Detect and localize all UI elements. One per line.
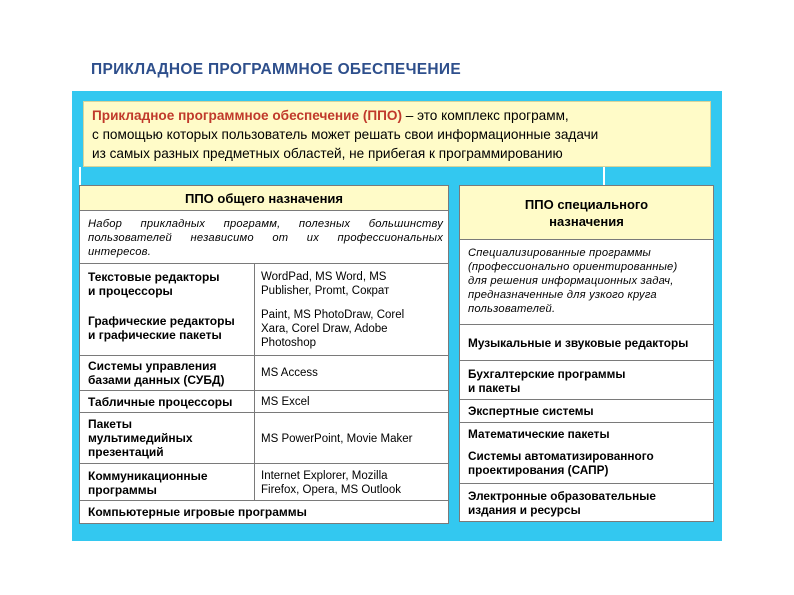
general-category-cell — [79, 263, 255, 356]
definition-line-1 — [92, 106, 702, 125]
category-label: издания и ресурсы — [468, 503, 581, 517]
special-category-cell — [459, 360, 714, 400]
category-label: Математические пакеты — [468, 427, 610, 441]
general-description-line: пользователей независимо от их профессиональных — [88, 232, 443, 244]
general-examples-cell — [254, 355, 449, 391]
connector-left-vertical — [79, 167, 81, 186]
page-title: ПРИКЛАДНОЕ ПРОГРАММНОЕ ОБЕСПЕЧЕНИЕ — [91, 61, 461, 78]
definition-term: Прикладное программное обеспечение (ППО) — [92, 108, 402, 123]
category-label: Музыкальные и звуковые редакторы — [468, 336, 689, 350]
general-purpose-description — [79, 210, 449, 264]
special-category-cell — [459, 399, 714, 423]
category-label: проектирования (САПР) — [468, 463, 609, 477]
general-description-line: Набор прикладных программ, полезных большинству — [88, 218, 443, 230]
category-label: и графические пакеты — [88, 328, 222, 342]
examples-text: MS Access — [261, 367, 318, 379]
examples-text: Paint, MS PhotoDraw, Corel — [261, 309, 405, 321]
general-category-cell — [79, 355, 255, 391]
general-examples-cell — [254, 463, 449, 501]
general-category-cell — [79, 412, 255, 464]
special-description-line: (профессионально ориентированные) — [468, 261, 678, 273]
special-description-line: предназначенные для узкого круга — [468, 289, 657, 301]
special-purpose-description — [459, 239, 714, 325]
examples-text: MS Excel — [261, 396, 310, 408]
special-header-line: ППО специального — [524, 197, 649, 212]
general-category-cell — [79, 390, 255, 413]
category-label: Системы управления — [88, 359, 217, 373]
category-label: Электронные образовательные — [468, 489, 656, 503]
category-label: и процессоры — [88, 284, 173, 298]
examples-text: Publisher, Promt, Сократ — [261, 285, 390, 297]
special-description-line: Специализированные программы — [468, 247, 651, 259]
category-label: Компьютерные игровые программы — [88, 505, 307, 519]
examples-text: Photoshop — [261, 337, 316, 349]
examples-text: MS PowerPoint, Movie Maker — [261, 433, 413, 445]
category-label: Системы автоматизированного — [468, 449, 654, 463]
examples-text: Xara, Corel Draw, Adobe — [261, 323, 388, 335]
general-purpose-header: ППО общего назначения — [79, 185, 449, 211]
category-label: и пакеты — [468, 381, 521, 395]
connector-right-vertical — [603, 167, 605, 186]
category-label: Графические редакторы — [88, 314, 235, 328]
category-label: Текстовые редакторы — [88, 270, 220, 284]
definition-line-1-rest: – это комплекс программ, — [401, 108, 569, 123]
special-description-line: для решения информационных задач, — [468, 275, 674, 287]
special-description-line: пользователей. — [468, 303, 556, 315]
special-category-cell — [459, 422, 714, 484]
examples-text: Firefox, Opera, MS Outlook — [261, 484, 401, 496]
category-label: Коммуникационные — [88, 469, 208, 483]
special-category-cell — [459, 483, 714, 522]
category-label: Табличные процессоры — [88, 395, 233, 409]
general-examples-cell — [254, 412, 449, 464]
category-label: Бухгалтерские программы — [468, 367, 626, 381]
general-category-cell — [79, 463, 255, 501]
category-label: Экспертные системы — [468, 404, 594, 418]
general-footer-cell — [79, 500, 449, 524]
category-label: базами данных (СУБД) — [88, 373, 225, 387]
category-label: презентаций — [88, 445, 164, 459]
definition-line-2: с помощью которых пользователь может решать свои информационные задачи — [92, 127, 599, 142]
definition-line-3: из самых разных предметных областей, не прибегая к программированию — [92, 146, 563, 161]
special-header-line: назначения — [549, 214, 624, 229]
examples-text: WordPad, MS Word, MS — [261, 271, 387, 283]
definition-box — [83, 101, 711, 167]
general-examples-cell — [254, 390, 449, 413]
examples-text: Internet Explorer, Mozilla — [261, 470, 388, 482]
special-category-cell — [459, 324, 714, 361]
general-description-line: интересов. — [88, 246, 152, 258]
category-label: программы — [88, 483, 157, 497]
category-label: Пакеты — [88, 417, 132, 431]
special-purpose-header — [459, 185, 714, 240]
general-examples-cell — [254, 263, 449, 356]
category-label: мультимедийных — [88, 431, 193, 445]
